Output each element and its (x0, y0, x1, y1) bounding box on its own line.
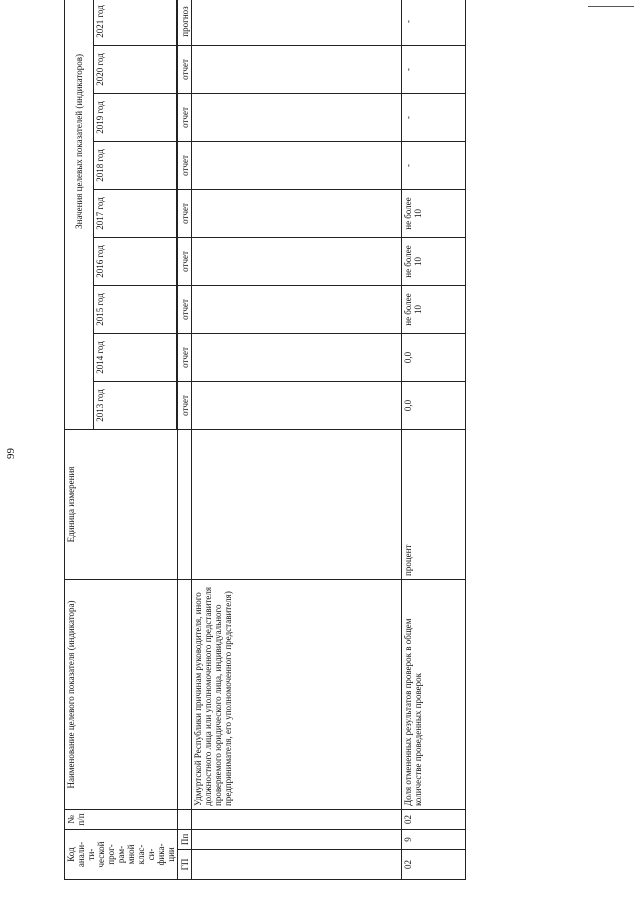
header-code-line: клас- (136, 844, 146, 865)
header-values-group: Значения целевых показателей (индикаторов) (65, 0, 94, 429)
row-value: - (402, 0, 466, 45)
row-no: 02 (402, 809, 466, 829)
header-code-line: Код (66, 847, 76, 862)
table-row (402, 0, 466, 880)
row-value (192, 45, 402, 93)
row-value: не более 10 (402, 189, 466, 237)
header-code-line: фика- (156, 843, 166, 866)
header-status-4: отчет (178, 189, 192, 237)
rotated-table-sheet (64, 0, 640, 880)
header-unit-empty (178, 429, 192, 579)
header-code-line: прог- (106, 844, 116, 865)
row-value (192, 0, 402, 45)
row-no (192, 809, 402, 829)
status-row (178, 0, 192, 880)
header-code-line: ти- (86, 848, 96, 861)
header-status-5: отчет (178, 141, 192, 189)
row-value: - (402, 141, 466, 189)
indicators-table (64, 0, 466, 880)
page-number: 99 (5, 448, 17, 459)
header-status-7: отчет (178, 45, 192, 93)
row-value: 0,0 (402, 333, 466, 381)
row-value (192, 141, 402, 189)
header-code-line: мной (126, 844, 136, 865)
header-code-line: си- (146, 848, 156, 861)
header-name: Наименование целевого показателя (индикатора) (65, 579, 178, 809)
row-value (192, 93, 402, 141)
header-pp: Пп (178, 829, 192, 849)
row-value: - (402, 45, 466, 93)
header-gp: ГП (178, 850, 192, 880)
header-year-4: 2017 год (93, 189, 176, 237)
header-code-line: ческой (96, 841, 106, 868)
header-status-3: отчет (178, 237, 192, 285)
header-year-5: 2018 год (93, 141, 176, 189)
row-value (192, 237, 402, 285)
header-year-0: 2013 год (93, 381, 176, 429)
header-code (66, 833, 176, 876)
row-unit (192, 429, 402, 579)
row-value: не более 10 (402, 237, 466, 285)
row-unit: процент (402, 429, 466, 579)
header-code-line: рам- (116, 845, 126, 864)
row-value: 0,0 (402, 381, 466, 429)
row-value (192, 285, 402, 333)
row-pp (192, 829, 402, 849)
row-value (192, 189, 402, 237)
header-code-cell (65, 829, 178, 879)
header-status-6: отчет (178, 93, 192, 141)
row-name: Доля отмененных результатов проверок в общем количестве проведенных проверок (402, 579, 466, 809)
header-year-2: 2015 год (93, 285, 176, 333)
header-code-line: анали- (76, 841, 86, 868)
row-value (192, 333, 402, 381)
header-name-empty (178, 579, 192, 809)
row-gp: 02 (402, 850, 466, 880)
header-unit: Единица измерения (65, 429, 178, 579)
header-no-empty (178, 809, 192, 829)
header-year-8: 2021 год (93, 0, 176, 45)
header-status-1: отчет (178, 333, 192, 381)
header-status-2: отчет (178, 285, 192, 333)
row-value: не более 10 (402, 285, 466, 333)
header-year-1: 2014 год (93, 333, 176, 381)
header-year-3: 2016 год (93, 237, 176, 285)
row-gp (192, 850, 402, 880)
header-year-7: 2020 год (93, 45, 176, 93)
header-status-8: прогноз (178, 0, 192, 45)
header-year-6: 2019 год (93, 93, 176, 141)
row-value: - (402, 93, 466, 141)
header-status-0: отчет (178, 381, 192, 429)
header-no: № п/п (65, 809, 178, 829)
header-code-line: ции (166, 847, 176, 862)
row-name: Удмуртской Республики причинам руководителя, иного должностного лица или уполномоченного представителя проверяемого юридического лица, индивидуального предпринимателя, его уполномоченного представителя) (192, 579, 402, 809)
row-value (192, 381, 402, 429)
row-pp: 9 (402, 829, 466, 849)
table-row (192, 0, 402, 880)
